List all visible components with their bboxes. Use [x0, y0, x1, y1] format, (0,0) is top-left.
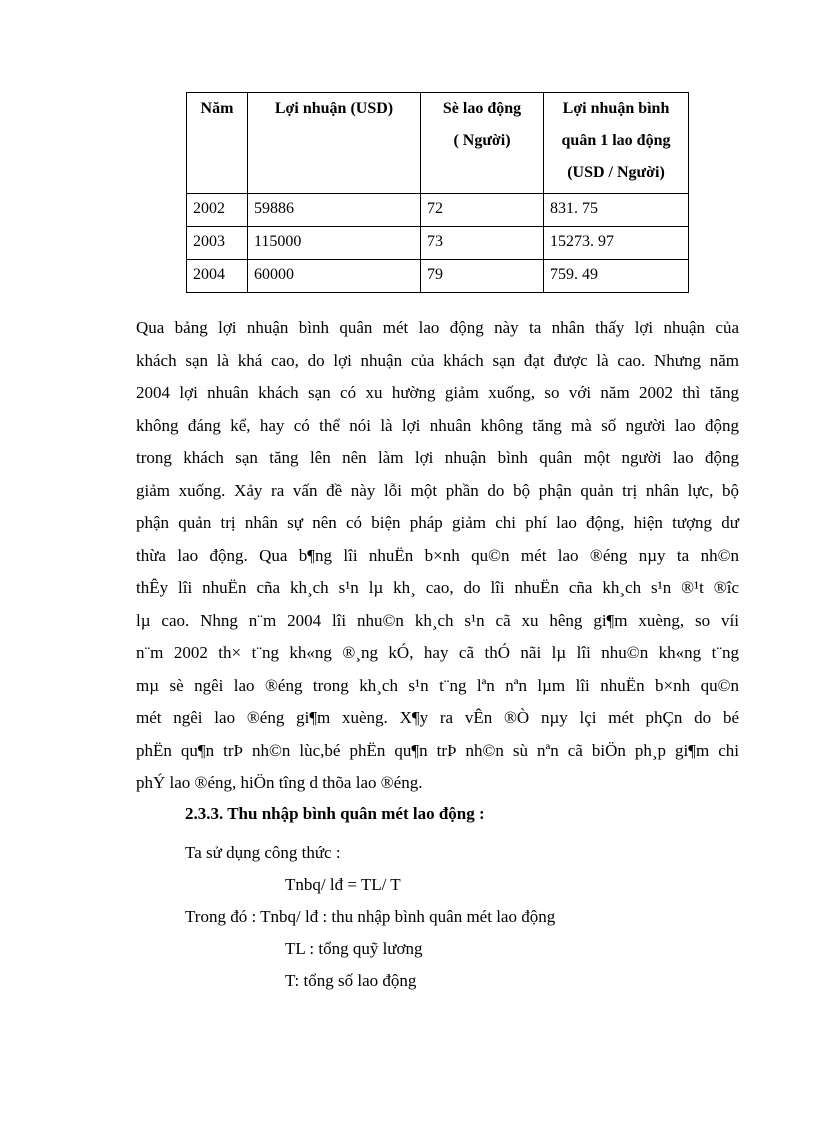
table-row: [187, 194, 689, 227]
paragraph-line: phận quản trị nhân sự nên có biện pháp giảm chi phí lao động, hiện tượng dư: [136, 513, 739, 532]
header-profit: Lợi nhuận (USD): [248, 93, 421, 194]
cell-profit: 115000: [248, 227, 421, 260]
formula-intro: Ta sử dụng công thức :: [185, 843, 341, 862]
cell-year: 2004: [187, 260, 248, 293]
header-workers: Sè lao động ( Người): [421, 93, 544, 194]
paragraph-line: khách sạn là khá cao, do lợi nhuận của khách sạn đạt được là cao. Nhưng năm: [136, 350, 739, 370]
cell-profit: 60000: [248, 260, 421, 293]
definition-t: T: tổng số lao động: [285, 971, 417, 990]
paragraph-line: n¨m 2002 th× t¨ng kh«ng ®¸ng kÓ, hay cã thÓ nãi lµ lîi nhu©n kh«ng t¨ng: [136, 643, 739, 662]
paragraph-line: phËn qu¶n trÞ nh©n lùc,bé phËn qu¶n trÞ nh©n sù nªn cã biÖn ph¸p gi¶m chi: [136, 740, 739, 760]
cell-workers: 79: [421, 260, 544, 293]
body-paragraph: [136, 312, 739, 800]
paragraph-line: không đáng kể, hay có thể nói là lợi nhuân không tăng mà số người lao động: [136, 415, 739, 435]
definition-tl: TL : tổng quỹ lương: [285, 939, 423, 958]
section-heading: 2.3.3. Thu nhập bình quân mét lao động :: [185, 804, 485, 823]
formula: Tnbq/ lđ = TL/ T: [285, 875, 401, 894]
paragraph-line: Qua bảng lợi nhuận bình quân mét lao động này ta nhân thấy lợi nhuận của: [136, 318, 739, 337]
paragraph-line: lµ cao. Nhng n¨m 2004 lîi nhu©n kh¸ch s¹n cã xu hêng gi¶m xuèng, so víi: [136, 610, 739, 630]
profit-table: [186, 92, 689, 293]
cell-year: 2003: [187, 227, 248, 260]
cell-workers: 72: [421, 194, 544, 227]
header-profit-per-worker: Lợi nhuận bình quân 1 lao động (USD / Người): [544, 93, 689, 194]
table-row: [187, 227, 689, 260]
cell-profit-per-worker: 15273. 97: [544, 227, 689, 260]
table-row: [187, 260, 689, 293]
formula-where: Trong đó : Tnbq/ lđ : thu nhập bình quân mét lao động: [185, 907, 556, 926]
cell-profit-per-worker: 759. 49: [544, 260, 689, 293]
paragraph-line: 2004 lợi nhuân khách sạn có xu hường giảm xuống, so với năm 2002 thì tăng: [136, 383, 739, 402]
paragraph-line: phÝ lao ®éng, hiÖn tîng d thõa lao ®éng.: [136, 773, 423, 792]
paragraph-line: mét ngêi lao ®éng gi¶m xuèng. X¶y ra vÊn ®Ò nµy lçi mét phÇn do bé: [136, 708, 739, 727]
paragraph-line: giảm xuống. Xảy ra vấn đề này lỗi một phần do bộ phận quản trị nhân lực, bộ: [136, 480, 739, 500]
cell-profit-per-worker: 831. 75: [544, 194, 689, 227]
header-year: Năm: [187, 93, 248, 194]
paragraph-line: thÊy lîi nhuËn cña kh¸ch s¹n lµ kh¸ cao, do lîi nhuËn cña kh¸ch s¹n ®¹t ®îc: [136, 578, 739, 597]
table-header-row: [187, 93, 689, 194]
paragraph-line: trong khách sạn tăng lên nên làm lợi nhuận bình quân một người lao động: [136, 448, 739, 467]
cell-year: 2002: [187, 194, 248, 227]
cell-profit: 59886: [248, 194, 421, 227]
paragraph-line: mµ sè ngêi lao ®éng trong kh¸ch s¹n t¨ng lªn nªn lµm lîi nhuËn b×nh qu©n: [136, 675, 739, 695]
paragraph-line: thừa lao động. Qua b¶ng lîi nhuËn b×nh qu©n mét lao ®éng nµy ta nh©n: [136, 545, 739, 565]
cell-workers: 73: [421, 227, 544, 260]
